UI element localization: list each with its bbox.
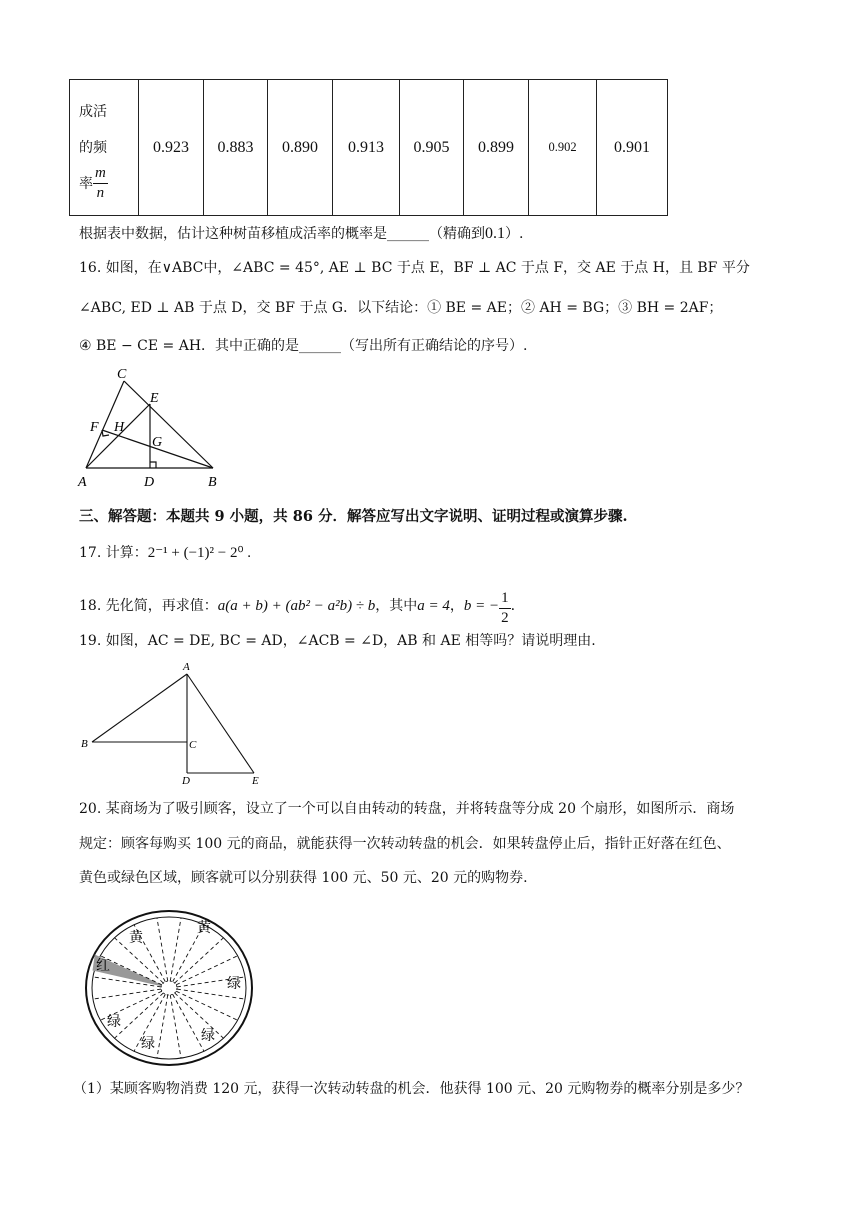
text: 根据表中数据，估计这种树苗移植成活率的概率是 xyxy=(79,226,387,242)
label-a: A xyxy=(78,475,87,490)
wheel-divider xyxy=(157,918,168,981)
q19: 19. 如图，AC = DE, BC = AD，∠ACB = ∠D，AB 和 AE 相等吗？请说明理由. xyxy=(79,633,596,649)
text: （精确到 xyxy=(429,226,485,242)
label-g: G xyxy=(152,435,163,450)
wheel-divider xyxy=(170,918,181,981)
table-cell: 0.901 xyxy=(597,80,668,216)
frac-num: m xyxy=(93,166,108,184)
q19-triangles-figure xyxy=(78,658,268,790)
q20-line1: 20. 某商场为了吸引顾客，设立了一个可以自由转动的转盘，并将转盘等分成 20 个扇形，如图所示．商场 xyxy=(79,801,735,817)
text: . xyxy=(510,598,516,614)
wheel-label-yellow: 黄 xyxy=(197,921,211,936)
wheel-label-red: 红 xyxy=(96,959,110,974)
label-d: D xyxy=(144,475,155,490)
q16-line2: ∠ABC, ED ⊥ AB 于点 D，交 BF 于点 G．以下结论：① BE = AE；② AH = BG；③ BH = 2AF； xyxy=(79,300,723,316)
wheel-label-green: 绿 xyxy=(141,1037,155,1052)
q16-triangle-figure xyxy=(72,364,232,492)
table-cell: 0.902 xyxy=(529,80,597,216)
table-cell: 0.905 xyxy=(400,80,464,216)
wheel-divider xyxy=(170,995,181,1058)
wheel-divider xyxy=(115,993,164,1038)
section-title: 三、解答题：本题共 9 小题，共 86 分．解答应写出文字说明、证明过程或演算步骤. xyxy=(79,508,628,525)
label-b: B xyxy=(81,738,88,750)
label-b: B xyxy=(208,475,217,490)
wheel-divider xyxy=(175,938,224,983)
math-expression: a(a + b) + (ab² − a²b) ÷ b xyxy=(217,598,376,614)
header-text: 率 xyxy=(79,175,93,192)
wheel-label-green: 绿 xyxy=(201,1029,215,1044)
header-cell xyxy=(70,80,139,216)
wheel-label-yellow: 黄 xyxy=(129,931,143,946)
spinner-wheel xyxy=(83,908,255,1068)
table-cell: 0.883 xyxy=(204,80,268,216)
q20-line3: 黄色或绿色区域，顾客就可以分别获得 100 元、50 元、20 元的购物券. xyxy=(79,870,528,886)
q15-conclusion xyxy=(79,224,523,244)
label-e: E xyxy=(252,775,259,787)
wheel-divider xyxy=(176,991,237,1020)
table-row xyxy=(70,80,668,216)
frac-den: n xyxy=(96,185,105,201)
b-value: b = − xyxy=(463,598,500,614)
fraction-m-over-n xyxy=(93,166,108,201)
label-a: A xyxy=(183,661,190,673)
label-c: C xyxy=(189,739,197,751)
label-d: D xyxy=(182,775,190,787)
wheel-divider xyxy=(173,994,204,1051)
q18: 18. 先化简，再求值：a(a + b) + (ab² − a²b) ÷ b，其中a = 4，b = − $\frac{1}{2}$ . xyxy=(79,590,516,626)
answer-blank: ______ xyxy=(387,226,429,242)
a-value: a = 4 xyxy=(417,598,450,614)
q16-line1: 16. 如图，在∨ABC中，∠ABC = 45°, AE ⊥ BC 于点 E，BF ⊥ AC 于点 F，交 AE 于点 H，且 BF 平分 xyxy=(79,260,750,276)
wheel-divider xyxy=(93,989,161,999)
math-expression: 2⁻¹ + (−1)² − 2⁰ . xyxy=(147,545,252,561)
wheel-label-green: 绿 xyxy=(227,977,241,992)
precision-value: 0.1 xyxy=(485,225,505,242)
text: 18. 先化简，再求值： xyxy=(79,598,218,614)
frequency-table xyxy=(69,79,668,216)
q16-line3: ④ BE − CE = AH．其中正确的是______（写出所有正确结论的序号）. xyxy=(79,338,528,354)
label-h: H xyxy=(114,420,125,435)
header-line: 成活 xyxy=(79,103,107,120)
wheel-divider xyxy=(157,995,168,1058)
table-cell: 0.890 xyxy=(268,80,333,216)
text: ，其中 xyxy=(375,598,418,614)
header-line: 的频 xyxy=(79,139,107,156)
label-c: C xyxy=(117,367,127,382)
table-cell: 0.899 xyxy=(464,80,529,216)
label-f: F xyxy=(90,420,99,435)
text: 17. 计算： xyxy=(79,545,148,561)
table-cell: 0.913 xyxy=(333,80,400,216)
frac-num: 1 xyxy=(499,591,511,609)
text: ）. xyxy=(505,226,524,242)
q17 xyxy=(79,543,251,563)
q20-sub1: （1）某顾客购物消费 120 元，获得一次转动转盘的机会．他获得 100 元、20 元购物券的概率分别是多少？ xyxy=(73,1081,750,1097)
table-cell: 0.923 xyxy=(139,80,204,216)
header-line xyxy=(79,166,138,202)
frac-den: 2 xyxy=(501,610,509,626)
fraction-one-half xyxy=(499,591,511,626)
wheel-label-green: 绿 xyxy=(107,1015,121,1030)
wheel-divider xyxy=(175,993,224,1038)
q20-line2: 规定：顾客每购买 100 元的商品，就能获得一次转动转盘的机会．如果转盘停止后，指针正好落在红色、 xyxy=(79,836,731,852)
label-e: E xyxy=(150,391,159,406)
